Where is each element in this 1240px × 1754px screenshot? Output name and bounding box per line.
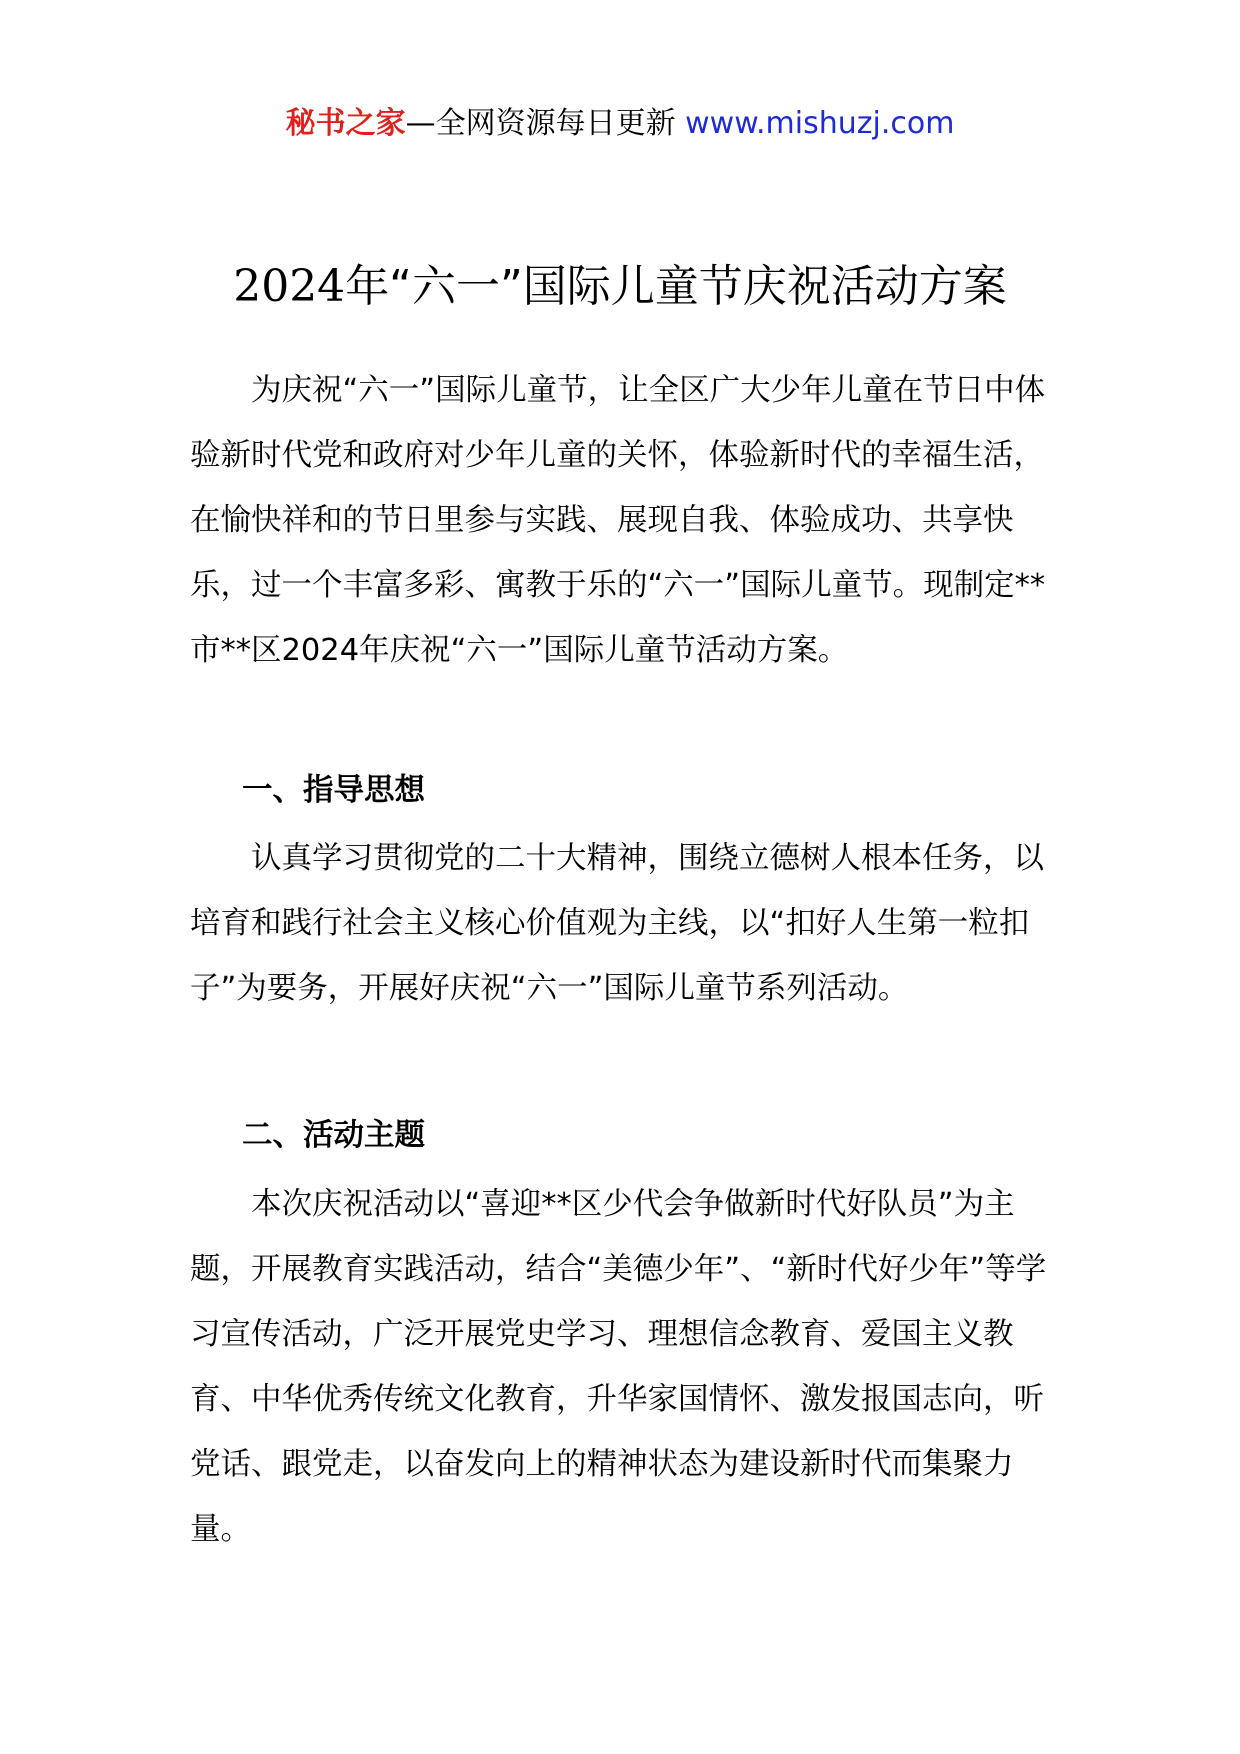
intro-paragraph: 为庆祝“六一”国际儿童节，让全区广大少年儿童在节日中体验新时代党和政府对少年儿童的关怀，体验新时代的幸福生活，在愉快祥和的节日里参与实践、展现自我、体验成功、共享快乐，过一个丰富多彩、寓教于乐的“六一”国际儿童节。现制定**市**区2024年庆祝“六一”国际儿童节活动方案。 <box>190 373 1046 668</box>
title-text: 年“六一”国际儿童节庆祝活动方案 <box>345 261 1007 312</box>
section-1-body-block <box>190 826 1060 1021</box>
section-2-heading-block <box>190 1103 1060 1168</box>
section-heading: 一、指导思想 <box>242 773 425 808</box>
section-paragraph: 本次庆祝活动以“喜迎**区少代会争做新时代好队员”为主题，开展教育实践活动，结合“美德少年”、“新时代好少年”等学习宣传活动，广泛开展党史学习、理想信念教育、爱国主义教育、中华优秀传统文化教育，升华家国情怀、激发报国志向，听党话、跟党走，以奋发向上的精神状态为建设新时代而集聚力量。 <box>190 1187 1047 1547</box>
section-heading: 二、活动主题 <box>242 1118 425 1153</box>
banner-tagline: —全网资源每日更新 <box>405 106 676 141</box>
section-2-body-block <box>190 1172 1060 1562</box>
intro-block <box>190 358 1060 683</box>
site-banner <box>0 104 1240 144</box>
section-1-heading-block <box>190 758 1060 823</box>
title-year: 2024 <box>233 261 346 312</box>
site-url-link[interactable]: www.mishuzj.com <box>685 106 955 141</box>
document-title <box>0 257 1240 317</box>
brand-name: 秘书之家 <box>285 106 406 141</box>
section-paragraph: 认真学习贯彻党的二十大精神，围绕立德树人根本任务，以培育和践行社会主义核心价值观为主线，以“扣好人生第一粒扣子”为要务，开展好庆祝“六一”国际儿童节系列活动。 <box>190 841 1044 1006</box>
